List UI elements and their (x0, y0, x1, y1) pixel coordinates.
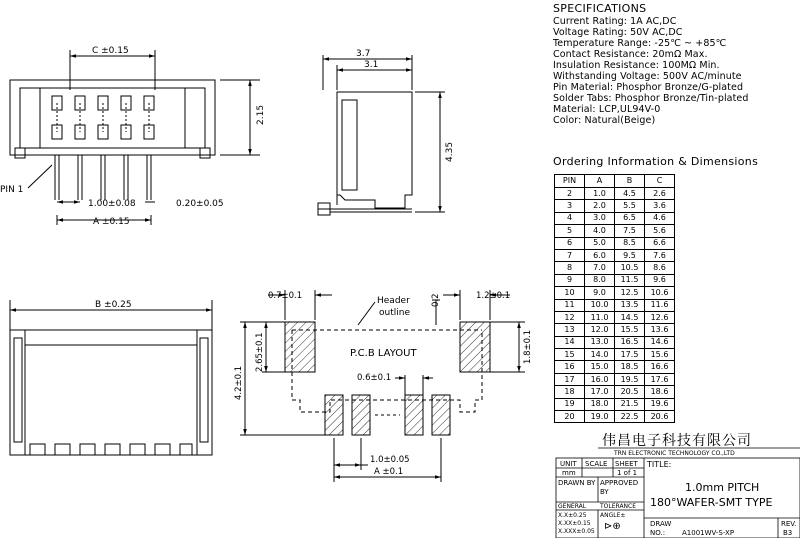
scale-label: SCALE (585, 460, 608, 468)
table-cell: 18.0 (585, 398, 615, 410)
table-cell: 15.6 (645, 349, 675, 361)
table-cell: 11 (555, 299, 585, 311)
table-cell: 9.5 (615, 249, 645, 261)
table-cell: 17.0 (585, 386, 615, 398)
ordering-title: Ordering Information & Dimensions (553, 155, 759, 168)
table-cell: 9.0 (585, 287, 615, 299)
tolerance-label: TOLERANCE (600, 503, 637, 510)
spec-line: Current Rating: 1A AC,DC (553, 16, 677, 27)
spec-line: Temperature Range: -25℃ ~ +85℃ (553, 38, 727, 49)
specifications-title: SPECIFICATIONS (553, 2, 647, 15)
table-cell: 11.6 (645, 299, 675, 311)
side-dim-body: 3.1 (364, 60, 379, 70)
tolerance-2: X.XX±0.15 (558, 520, 591, 527)
table-row (555, 349, 675, 361)
title-line-2: 180°WAFER-SMT TYPE (650, 496, 773, 509)
front-dim-a: A ±0.15 (93, 217, 130, 227)
table-row (555, 324, 675, 336)
table-cell: 13 (555, 324, 585, 336)
table-cell: 13.6 (645, 324, 675, 336)
spec-line: Color: Natural(Beige) (553, 115, 656, 126)
signal-pad (432, 395, 450, 435)
table-cell: 9 (555, 274, 585, 286)
table-row (555, 336, 675, 348)
table-cell: 8 (555, 262, 585, 274)
top-dim-b: B ±0.25 (95, 300, 132, 310)
table-cell: 14.5 (615, 311, 645, 323)
pcb-dim-a: A ±0.1 (374, 467, 404, 477)
table-cell: 12.6 (645, 311, 675, 323)
front-dim-height: 2.15 (256, 104, 266, 125)
approved-by-label-1: APPROVED (600, 479, 639, 487)
pcb-layout (240, 290, 525, 482)
table-row (555, 373, 675, 385)
table-cell: 12.0 (585, 324, 615, 336)
table-cell: 9.6 (645, 274, 675, 286)
table-cell: 15 (555, 349, 585, 361)
table-cell: 10.0 (585, 299, 615, 311)
header-outline-label-2: outline (379, 308, 410, 318)
table-cell: 6 (555, 237, 585, 249)
table-cell: 20.5 (615, 386, 645, 398)
table-cell: 10.5 (615, 262, 645, 274)
table-cell: 4.6 (645, 212, 675, 224)
spec-line: Solder Tabs: Phosphor Bronze/Tin-plated (553, 93, 749, 104)
table-row (555, 386, 675, 398)
front-dim-c: C ±0.15 (92, 46, 129, 56)
table-cell: 13.5 (615, 299, 645, 311)
table-cell: 7.5 (615, 225, 645, 237)
table-cell: 10.6 (645, 287, 675, 299)
table-cell: 21.5 (615, 398, 645, 410)
table-cell: 6.0 (585, 249, 615, 261)
table-cell: 15.0 (585, 361, 615, 373)
part-number: A1001WV-S-XP (682, 529, 735, 537)
projection-symbol-icon: ⊳⊕ (604, 521, 621, 532)
table-cell: 4 (555, 212, 585, 224)
ordering-header-row (555, 175, 675, 188)
spec-line: Withstanding Voltage: 500V AC/minute (553, 71, 742, 82)
table-cell: 17.5 (615, 349, 645, 361)
drawn-by-label: DRAWN BY (558, 479, 596, 487)
table-cell: 8.0 (585, 274, 615, 286)
table-cell: 6.5 (615, 212, 645, 224)
col-header-b: B (615, 175, 645, 188)
table-cell: 11.0 (585, 311, 615, 323)
sheet-value: 1 of 1 (617, 469, 638, 477)
company-name-cn: 伟昌电子科技有限公司 (602, 433, 752, 449)
table-row (555, 361, 675, 373)
pcb-dim-tab-width: 0.7±0.1 (268, 291, 303, 301)
rev-label: REV. (781, 520, 797, 528)
table-cell: 7 (555, 249, 585, 261)
spec-line: Contact Resistance: 20mΩ Max. (553, 49, 708, 60)
header-outline-label-1: Header (377, 296, 410, 306)
table-cell: 2.6 (645, 188, 675, 200)
table-cell: 20.6 (645, 411, 675, 423)
spec-line: Material: LCP,UL94V-0 (553, 104, 661, 115)
table-row (555, 262, 675, 274)
table-row (555, 299, 675, 311)
pcb-layout-label: P.C.B LAYOUT (350, 348, 417, 359)
title-line-1: 1.0mm PITCH (685, 481, 760, 494)
table-cell: 1.0 (585, 188, 615, 200)
table-row (555, 237, 675, 249)
pcb-dim-tab-right: 1.2±0.1 (476, 291, 511, 301)
side-view (318, 55, 445, 215)
col-header-pin: PIN (555, 175, 585, 188)
col-header-a: A (585, 175, 615, 188)
table-cell: 3.0 (585, 212, 615, 224)
tolerance-3: X.XXX±0.05 (558, 528, 595, 535)
table-cell: 14 (555, 336, 585, 348)
approved-by-label-2: BY (600, 488, 609, 496)
table-cell: 5 (555, 225, 585, 237)
table-cell: 4.0 (585, 225, 615, 237)
table-row (555, 212, 675, 224)
tolerance-1: X.X±0.25 (558, 512, 587, 519)
table-cell: 19.6 (645, 398, 675, 410)
solder-tab-right (460, 322, 490, 372)
table-cell: 12.5 (615, 287, 645, 299)
solder-tab-left (285, 322, 315, 372)
table-row (555, 287, 675, 299)
table-row (555, 398, 675, 410)
table-cell: 16 (555, 361, 585, 373)
table-cell: 13.0 (585, 336, 615, 348)
table-cell: 18 (555, 386, 585, 398)
title-label: TITLE: (647, 460, 672, 469)
table-cell: 11.5 (615, 274, 645, 286)
table-cell: 17 (555, 373, 585, 385)
col-header-c: C (645, 175, 675, 188)
draw-label: DRAW (650, 520, 672, 528)
signal-pad (325, 395, 343, 435)
table-row (555, 274, 675, 286)
unit-label: UNIT (560, 460, 577, 468)
pcb-dim-total-height: 4.2±0.1 (234, 365, 244, 400)
unit-value: mm (562, 469, 576, 477)
table-row (555, 225, 675, 237)
table-cell: 22.5 (615, 411, 645, 423)
table-cell: 16.6 (645, 361, 675, 373)
front-pin1-label: PIN 1 (0, 185, 24, 195)
top-view (10, 300, 212, 455)
table-cell: 19.5 (615, 373, 645, 385)
pcb-dim-gap: 0.2 (431, 293, 441, 307)
side-dim-depth: 3.7 (356, 49, 371, 59)
pcb-dim-pad-width: 0.6±0.1 (357, 373, 392, 383)
table-cell: 7.0 (585, 262, 615, 274)
table-cell: 14.0 (585, 349, 615, 361)
spec-line: Voltage Rating: 50V AC,DC (553, 27, 683, 38)
table-cell: 3.6 (645, 200, 675, 212)
side-dim-height: 4.35 (445, 141, 455, 162)
table-cell: 16.5 (615, 336, 645, 348)
table-row (555, 411, 675, 423)
table-row (555, 200, 675, 212)
front-dim-pin-width: 0.20±0.05 (176, 199, 224, 209)
angle-label: ANGLE± (600, 512, 626, 519)
table-cell: 3 (555, 200, 585, 212)
signal-pad (352, 395, 370, 435)
table-cell: 2 (555, 188, 585, 200)
spec-line: Insulation Resistance: 100MΩ Min. (553, 60, 720, 71)
sheet-label: SHEET (615, 460, 638, 468)
pcb-dim-tab-height: 2.65±0.1 (255, 332, 265, 372)
table-cell: 18.5 (615, 361, 645, 373)
signal-pad (405, 395, 423, 435)
table-cell: 7.6 (645, 249, 675, 261)
table-cell: 4.5 (615, 188, 645, 200)
table-cell: 15.5 (615, 324, 645, 336)
company-name-en: TRN ELECTRONIC TECHNOLOGY CO.,LTD (614, 450, 735, 457)
table-cell: 6.6 (645, 237, 675, 249)
table-cell: 2.0 (585, 200, 615, 212)
table-row (555, 188, 675, 200)
table-cell: 8.5 (615, 237, 645, 249)
table-cell: 20 (555, 411, 585, 423)
spec-line: Pin Material: Phosphor Bronze/G-plated (553, 82, 744, 93)
table-cell: 14.6 (645, 336, 675, 348)
table-cell: 8.6 (645, 262, 675, 274)
table-cell: 5.5 (615, 200, 645, 212)
table-row (555, 311, 675, 323)
table-cell: 5.0 (585, 237, 615, 249)
pcb-dim-pad-height: 1.8±0.1 (523, 329, 533, 364)
table-cell: 19.0 (585, 411, 615, 423)
pcb-dim-pitch: 1.0±0.05 (370, 455, 410, 465)
general-label: GENERAL (558, 503, 587, 510)
table-row (555, 249, 675, 261)
table-cell: 12 (555, 311, 585, 323)
ordering-table (554, 174, 675, 423)
table-cell: 5.6 (645, 225, 675, 237)
table-cell: 17.6 (645, 373, 675, 385)
rev-value: B3 (783, 529, 793, 537)
table-cell: 18.6 (645, 386, 675, 398)
table-cell: 19 (555, 398, 585, 410)
table-cell: 16.0 (585, 373, 615, 385)
front-dim-pitch: 1.00±0.08 (88, 199, 136, 209)
no-label: NO.: (650, 529, 666, 537)
table-cell: 10 (555, 287, 585, 299)
